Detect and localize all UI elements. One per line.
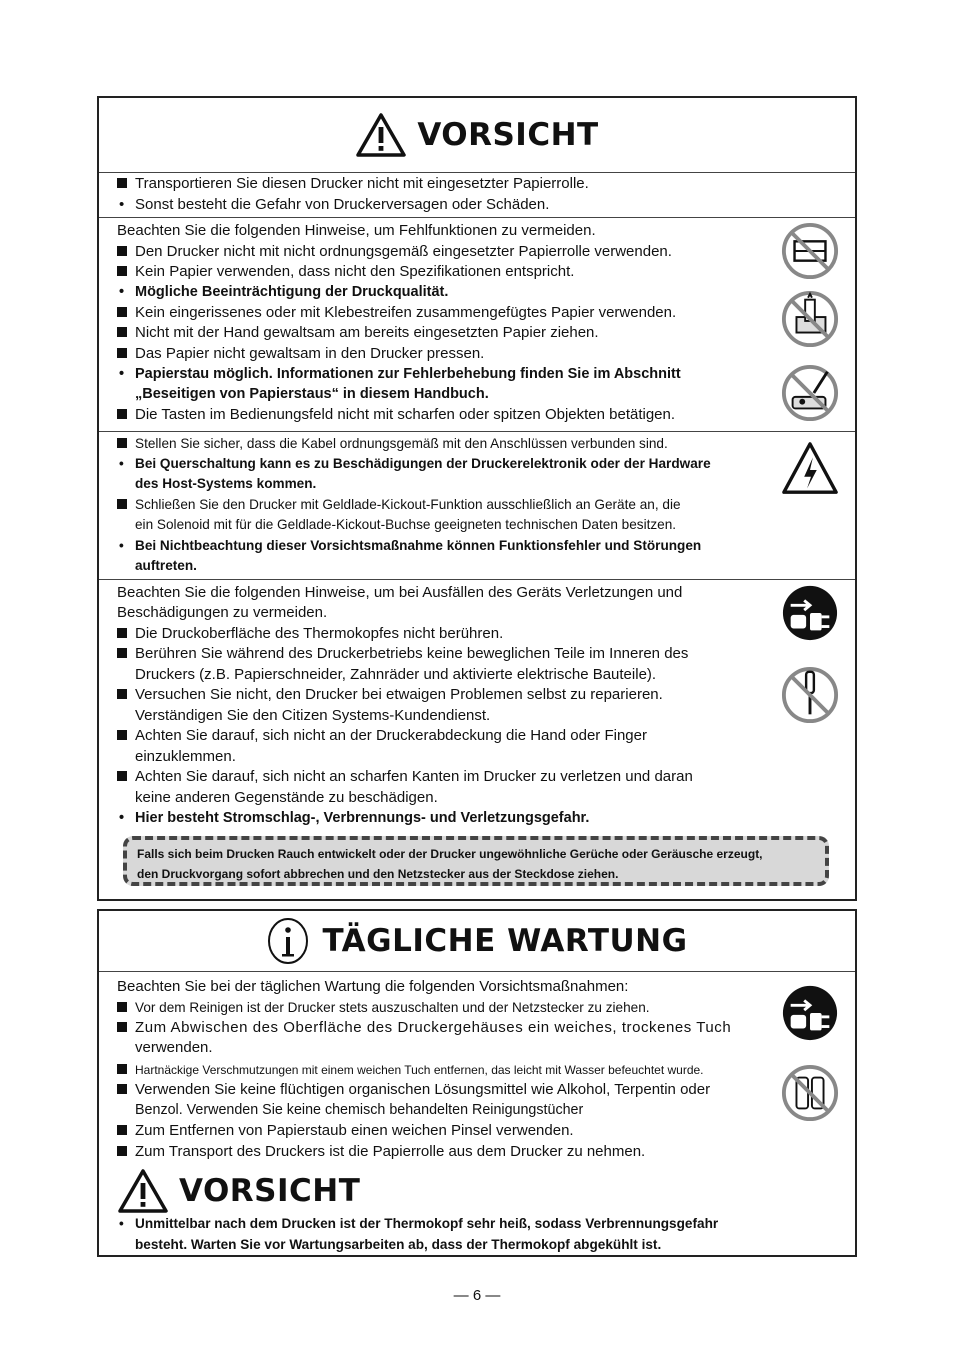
list-item: • Bei Querschaltung kann es zu Beschädigungen der Druckerelektronik oder der Hardware xyxy=(119,456,711,471)
list-item: Benzol. Verwenden Sie keine chemisch behandelten Reinigungstücher xyxy=(135,1102,584,1118)
list-item: Zum Transport des Druckers ist die Papierrolle aus dem Drucker zu nehmen. xyxy=(117,1142,645,1162)
unplug-icon xyxy=(781,584,839,642)
list-item: besteht. Warten Sie vor Wartungsarbeiten ab, dass der Thermokopf abgekühlt ist. xyxy=(135,1237,662,1252)
no-sharp-object-icon xyxy=(781,364,839,422)
section-maintenance xyxy=(99,971,855,1258)
list-item: Versuchen Sie nicht, den Drucker bei etwaigen Problemen selbst zu reparieren. xyxy=(117,685,663,705)
section-injury xyxy=(99,579,855,902)
list-item: Beachten Sie bei der täglichen Wartung die folgenden Vorsichtsmaßnahmen: xyxy=(117,978,629,995)
info-icon xyxy=(266,917,310,965)
list-item: Achten Sie darauf, sich nicht an scharfen Kanten im Drucker zu verletzen und daran xyxy=(117,767,693,787)
list-item: „Beseitigen von Papierstaus“ in diesem Handbuch. xyxy=(135,386,489,402)
list-item: Verwenden Sie keine flüchtigen organischen Lösungsmittel wie Alkohol, Terpentin oder xyxy=(117,1080,710,1100)
list-item: Beschädigungen zu vermeiden. xyxy=(117,604,328,621)
maintenance-header xyxy=(99,911,855,971)
section-paper xyxy=(99,217,855,432)
list-item: verwenden. xyxy=(135,1039,213,1056)
list-item: Druckers (z.B. Papierschneider, Zahnräder und aktivierte elektrische Bauteile). xyxy=(135,666,657,683)
list-item: Vor dem Reinigen ist der Drucker stets auszuschalten und der Netzstecker zu ziehen. xyxy=(117,998,650,1018)
list-item: Achten Sie darauf, sich nicht an der Druckerabdeckung die Hand oder Finger xyxy=(117,726,647,746)
list-item: auftreten. xyxy=(135,558,197,573)
list-item: Berühren Sie während des Druckerbetriebs keine beweglichen Teile im Inneren des xyxy=(117,644,688,664)
warning-bar-line: Falls sich beim Drucken Rauch entwickelt oder der Drucker ungewöhnliche Gerüche oder Geräusche erzeugt, xyxy=(137,847,763,861)
list-item: • Sonst besteht die Gefahr von Druckerversagen oder Schäden. xyxy=(119,196,550,213)
list-item: Beachten Sie die folgenden Hinweise, um Fehlfunktionen zu vermeiden. xyxy=(117,222,596,239)
maintenance-box xyxy=(97,909,857,1257)
list-item: Die Druckoberfläche des Thermokopfes nicht berühren. xyxy=(117,624,503,644)
maintenance-caution-title: VORSICHT xyxy=(179,1173,361,1209)
warning-bar xyxy=(123,836,829,886)
no-solvent-icon xyxy=(781,1064,839,1122)
list-item: einzuklemmen. xyxy=(135,748,236,765)
electric-shock-icon xyxy=(781,440,839,498)
warning-triangle-icon xyxy=(117,1168,169,1214)
caution-title: VORSICHT xyxy=(417,117,599,153)
list-item: • Mögliche Beeinträchtigung der Druckqualität. xyxy=(119,284,449,300)
list-item: • Unmittelbar nach dem Drucken ist der Thermokopf sehr heiß, sodass Verbrennungsgefahr xyxy=(119,1216,719,1231)
page-number: — 6 — xyxy=(453,1287,501,1304)
section-transport xyxy=(99,172,855,218)
warning-bar-line: den Druckvorgang sofort abbrechen und den Netzstecker aus der Steckdose ziehen. xyxy=(137,867,619,881)
list-item: • Hier besteht Stromschlag-, Verbrennungs- und Verletzungsgefahr. xyxy=(119,810,590,826)
list-item: Den Drucker nicht mit nicht ordnungsgemäß eingesetzter Papierrolle verwenden. xyxy=(117,242,672,262)
list-item: keine anderen Gegenstände zu beschädigen. xyxy=(135,789,438,806)
caution-box xyxy=(97,96,857,901)
list-item: Stellen Sie sicher, dass die Kabel ordnungsgemäß mit den Anschlüssen verbunden sind. xyxy=(117,434,668,454)
list-item: Hartnäckige Verschmutzungen mit einem weichen Tuch entfernen, das leicht mit Wasser befeuchtet wurde. xyxy=(117,1060,704,1080)
list-item: Die Tasten im Bedienungsfeld nicht mit scharfen oder spitzen Objekten betätigen. xyxy=(117,405,675,425)
no-hand-paper-icon xyxy=(781,290,839,348)
unplug-icon xyxy=(781,984,839,1042)
list-item: Kein eingerissenes oder mit Klebestreifen zusammengefügtes Papier verwenden. xyxy=(117,303,676,323)
list-item: ein Solenoid mit für die Geldlade-Kickout-Buchse geeigneten technischen Daten besitzen. xyxy=(135,517,677,532)
list-item: Zum Abwischen des Oberfläche des Druckergehäuses ein weiches, trockenes Tuch xyxy=(117,1018,731,1038)
section-cables xyxy=(99,431,855,580)
no-screwdriver-icon xyxy=(781,666,839,724)
list-item: des Host-Systems kommen. xyxy=(135,476,317,491)
list-item: Nicht mit der Hand gewaltsam am bereits eingesetzten Papier ziehen. xyxy=(117,323,599,343)
list-item: Transportieren Sie diesen Drucker nicht mit eingesetzter Papierrolle. xyxy=(117,174,589,194)
list-item: • Bei Nichtbeachtung dieser Vorsichtsmaßnahme können Funktionsfehler und Störungen xyxy=(119,538,702,553)
maintenance-title: TÄGLICHE WARTUNG xyxy=(322,923,688,959)
no-roll-icon xyxy=(781,222,839,280)
list-item: Kein Papier verwenden, dass nicht den Spezifikationen entspricht. xyxy=(117,262,574,282)
warning-triangle-icon xyxy=(355,112,407,158)
list-item: Zum Entfernen von Papierstaub einen weichen Pinsel verwenden. xyxy=(117,1121,574,1141)
list-item: Schließen Sie den Drucker mit Geldlade-Kickout-Funktion ausschließlich an Geräte an, die xyxy=(117,495,681,515)
list-item: Beachten Sie die folgenden Hinweise, um bei Ausfällen des Geräts Verletzungen und xyxy=(117,584,683,601)
list-item: Verständigen Sie den Citizen Systems-Kundendienst. xyxy=(135,707,491,724)
list-item: Das Papier nicht gewaltsam in den Drucker pressen. xyxy=(117,344,484,364)
list-item: • Papierstau möglich. Informationen zur Fehlerbehebung finden Sie im Abschnitt xyxy=(119,366,681,382)
caution-header xyxy=(99,98,855,172)
maintenance-caution-header xyxy=(117,1168,360,1214)
